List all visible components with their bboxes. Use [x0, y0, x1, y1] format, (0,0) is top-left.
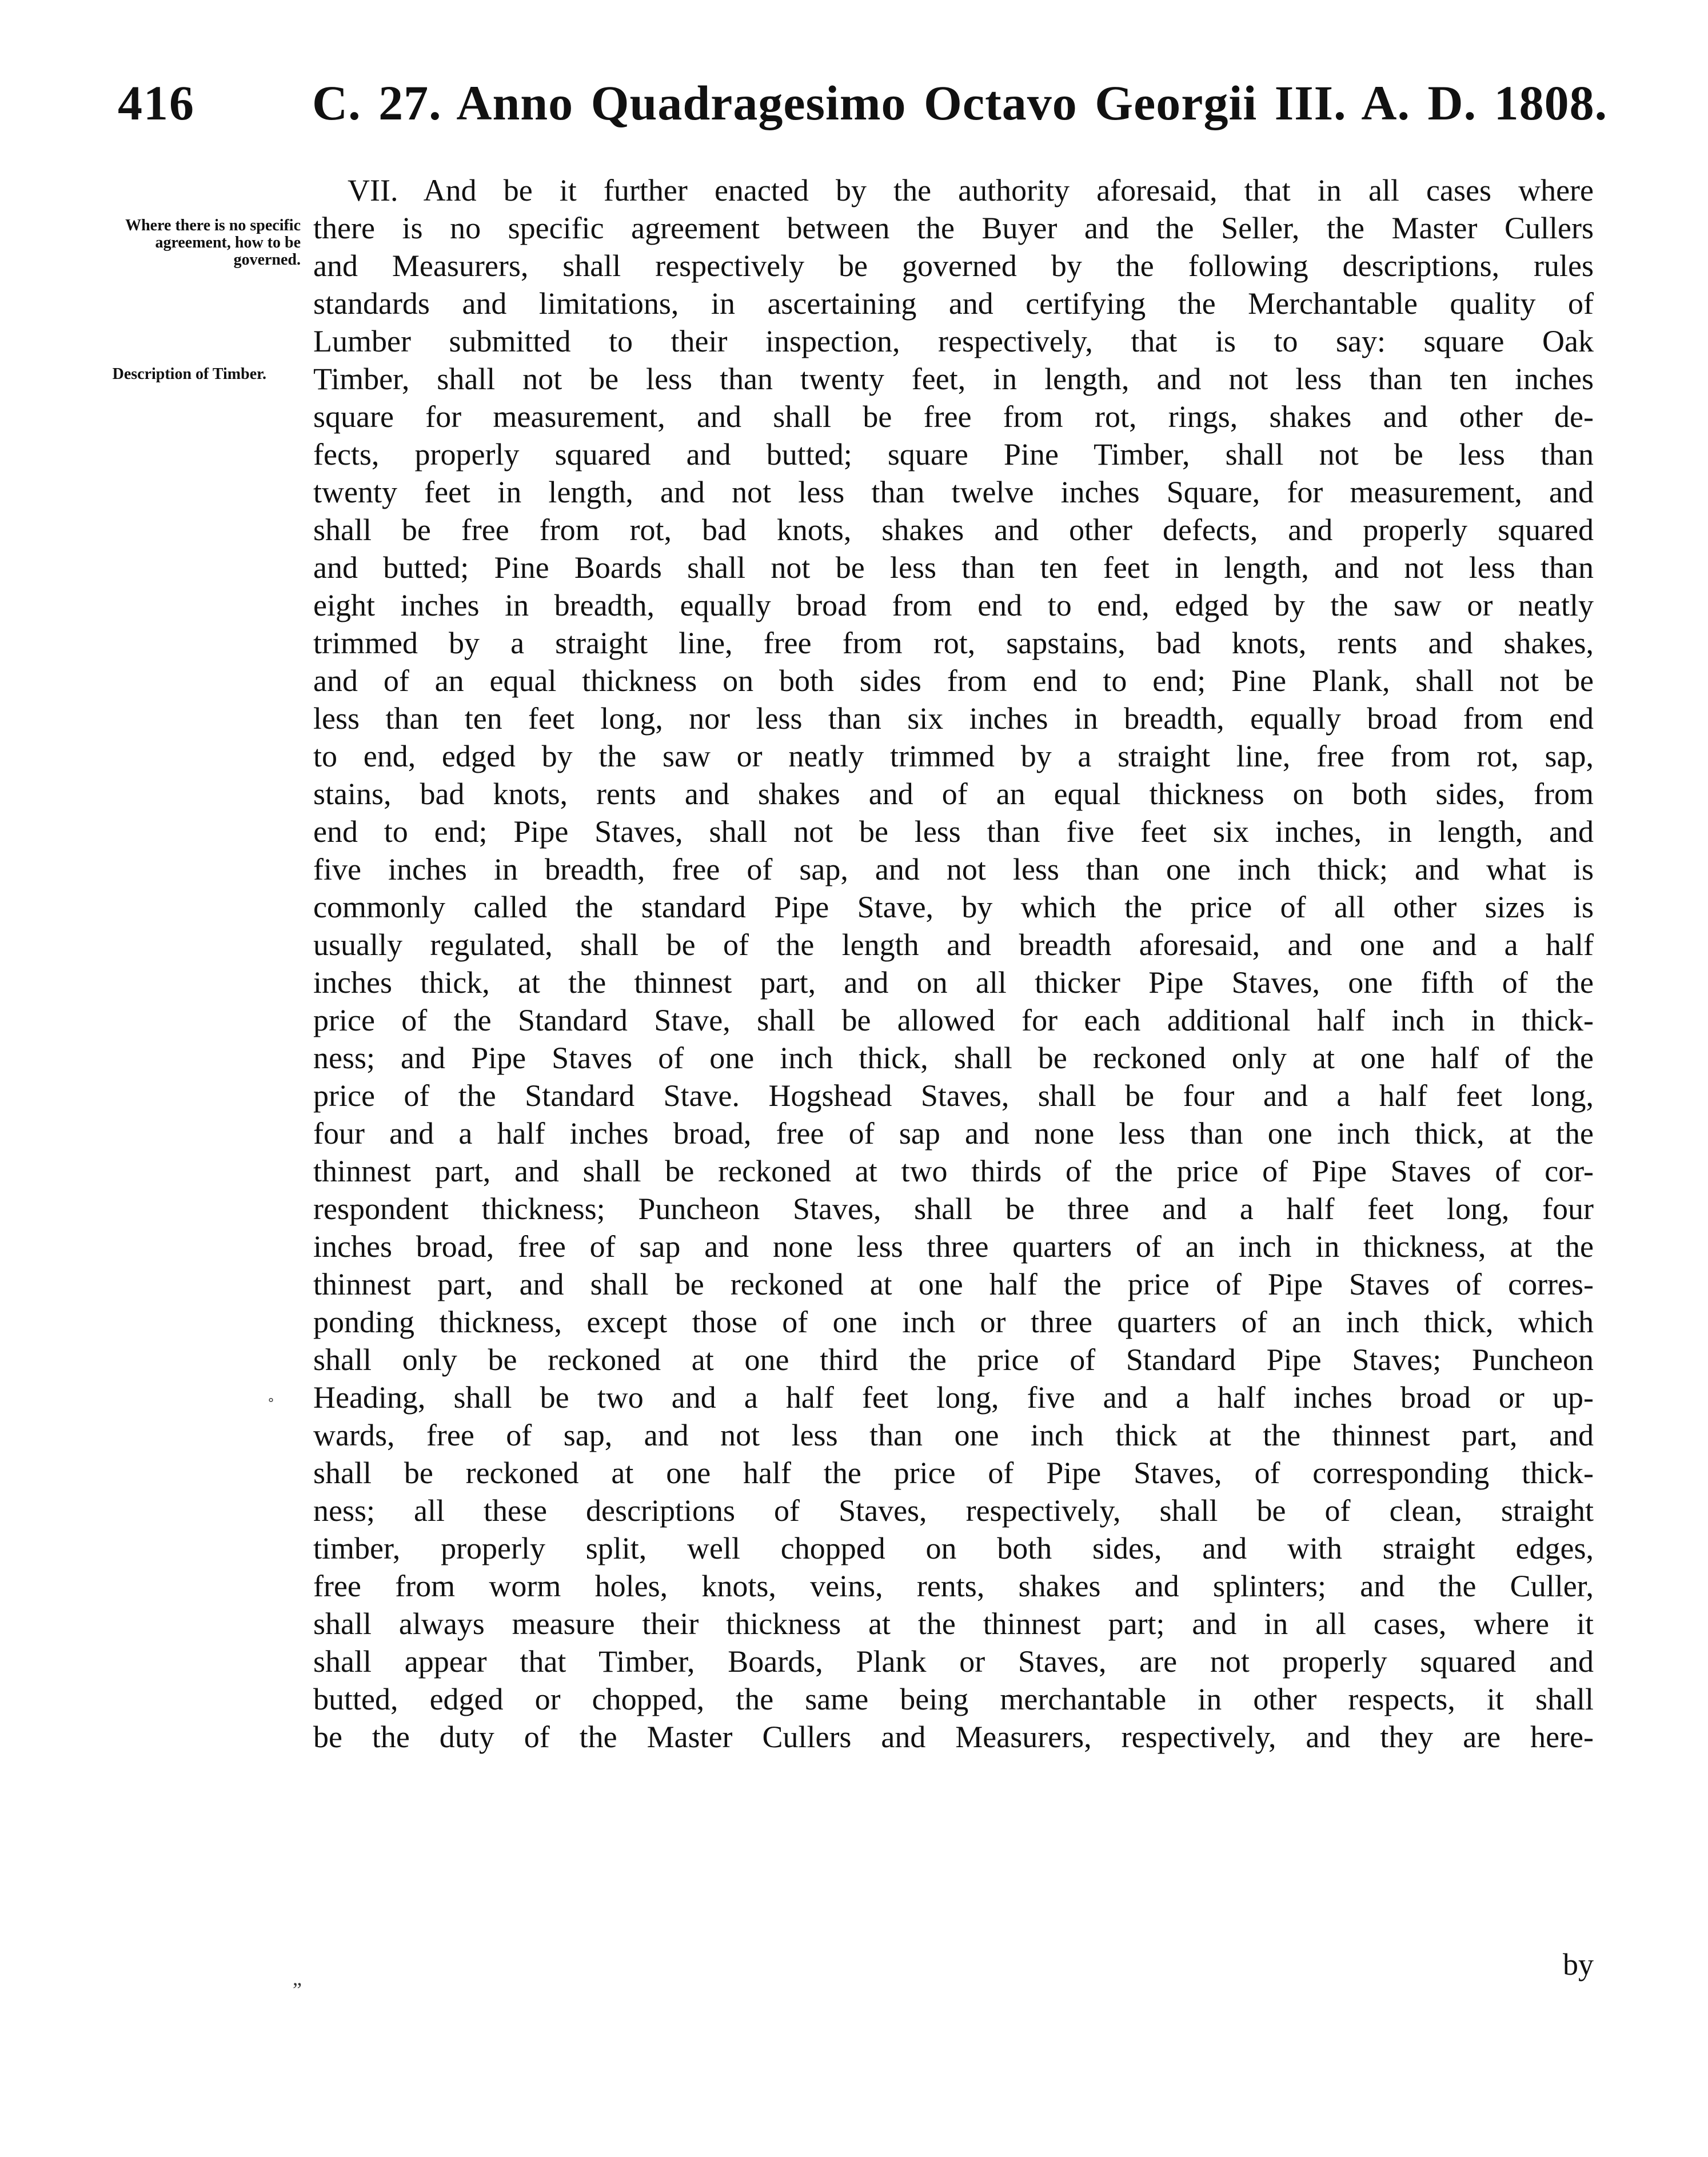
stray-ink-mark: „	[293, 1967, 302, 1990]
text-line: thinnest part, and shall be reckoned at one half the price of Pipe Staves of corres-	[313, 1267, 1594, 1301]
text-line: end to end; Pipe Staves, shall not be less than five feet six inches, in length, and	[313, 814, 1594, 849]
text-line: ness; and Pipe Staves of one inch thick, shall be reckoned only at one half of the	[313, 1041, 1594, 1075]
text-line: inches thick, at the thinnest part, and on all thicker Pipe Staves, one fifth of the	[313, 965, 1594, 1000]
text-line: butted, edged or chopped, the same being merchantable in other respects, it shall	[313, 1682, 1594, 1716]
text-line: Heading, shall be two and a half feet long, five and a half inches broad or up-	[313, 1380, 1594, 1415]
running-title: C. 27. Anno Quadragesimo Octavo Georgii III. A. D. 1808.	[312, 75, 1608, 130]
text-line: and butted; Pine Boards shall not be less than ten feet in length, and not less than	[313, 550, 1594, 585]
text-line: shall only be reckoned at one third the price of Standard Pipe Staves; Puncheon	[313, 1343, 1594, 1377]
text-line: trimmed by a straight line, free from rot, sapstains, bad knots, rents and shakes,	[313, 626, 1594, 660]
text-line: four and a half inches broad, free of sap and none less than one inch thick, at the	[313, 1116, 1594, 1151]
text-line: price of the Standard Stave, shall be allowed for each additional half inch in thick-	[313, 1003, 1594, 1037]
text-line: fects, properly squared and butted; square Pine Timber, shall not be less than	[313, 437, 1594, 472]
text-line: Timber, shall not be less than twenty feet, in length, and not less than ten inches	[313, 362, 1594, 396]
body-text	[313, 171, 1594, 1756]
text-line: thinnest part, and shall be reckoned at two thirds of the price of Pipe Staves of cor-	[313, 1154, 1594, 1188]
text-line: to end, edged by the saw or neatly trimmed by a straight line, free from rot, sap,	[313, 739, 1594, 773]
text-line: respondent thickness; Puncheon Staves, shall be three and a half feet long, four	[313, 1192, 1594, 1226]
text-line: less than ten feet long, nor less than six inches in breadth, equally broad from end	[313, 701, 1594, 736]
text-line: there is no specific agreement between the Buyer and the Seller, the Master Cullers	[313, 211, 1594, 245]
text-line: shall always measure their thickness at the thinnest part; and in all cases, where it	[313, 1607, 1594, 1641]
text-line: timber, properly split, well chopped on both sides, and with straight edges,	[313, 1531, 1594, 1565]
text-line: shall be free from rot, bad knots, shakes and other defects, and properly squared	[313, 513, 1594, 547]
margin-note-timber: Description of Timber.	[112, 365, 266, 383]
text-line: and of an equal thickness on both sides from end to end; Pine Plank, shall not be	[313, 664, 1594, 698]
page-header	[118, 74, 1610, 143]
text-line: and Measurers, shall respectively be governed by the following descriptions, rules	[313, 249, 1594, 283]
text-line: shall appear that Timber, Boards, Plank or Staves, are not properly squared and	[313, 1644, 1594, 1679]
text-line: five inches in breadth, free of sap, and not less than one inch thick; and what is	[313, 852, 1594, 886]
text-line: stains, bad knots, rents and shakes and of an equal thickness on both sides, from	[313, 777, 1594, 811]
text-line: shall be reckoned at one half the price of Pipe Staves, of corresponding thick-	[313, 1456, 1594, 1490]
text-line: inches broad, free of sap and none less three quarters of an inch in thickness, at the	[313, 1229, 1594, 1264]
text-line: ness; all these descriptions of Staves, respectively, shall be of clean, straight	[313, 1493, 1594, 1528]
text-line: VII. And be it further enacted by the authority aforesaid, that in all cases where	[348, 173, 1594, 207]
text-line: usually regulated, shall be of the length and breadth aforesaid, and one and a half	[313, 928, 1594, 962]
text-line: ponding thickness, except those of one inch or three quarters of an inch thick, which	[313, 1305, 1594, 1339]
stray-ink-mark: ˳	[268, 1379, 274, 1402]
catchword: by	[1563, 1947, 1594, 1982]
text-line: commonly called the standard Pipe Stave, by which the price of all other sizes is	[313, 890, 1594, 924]
text-line: eight inches in breadth, equally broad from end to end, edged by the saw or neatly	[313, 588, 1594, 622]
margin-note-agreement: Where there is no specific agreement, how to be governed.	[125, 217, 301, 269]
text-line: square for measurement, and shall be free from rot, rings, shakes and other de-	[313, 400, 1594, 434]
text-line: price of the Standard Stave. Hogshead Staves, shall be four and a half feet long,	[313, 1078, 1594, 1113]
text-line: twenty feet in length, and not less than twelve inches Square, for measurement, and	[313, 475, 1594, 509]
text-line: standards and limitations, in ascertaining and certifying the Merchantable quality of	[313, 286, 1594, 321]
text-line: wards, free of sap, and not less than one inch thick at the thinnest part, and	[313, 1418, 1594, 1452]
text-line: be the duty of the Master Cullers and Measurers, respectively, and they are here-	[313, 1720, 1594, 1754]
text-line: free from worm holes, knots, veins, rents, shakes and splinters; and the Culler,	[313, 1569, 1594, 1603]
page-number: 416	[118, 75, 195, 130]
text-line: Lumber submitted to their inspection, respectively, that is to say: square Oak	[313, 324, 1594, 358]
